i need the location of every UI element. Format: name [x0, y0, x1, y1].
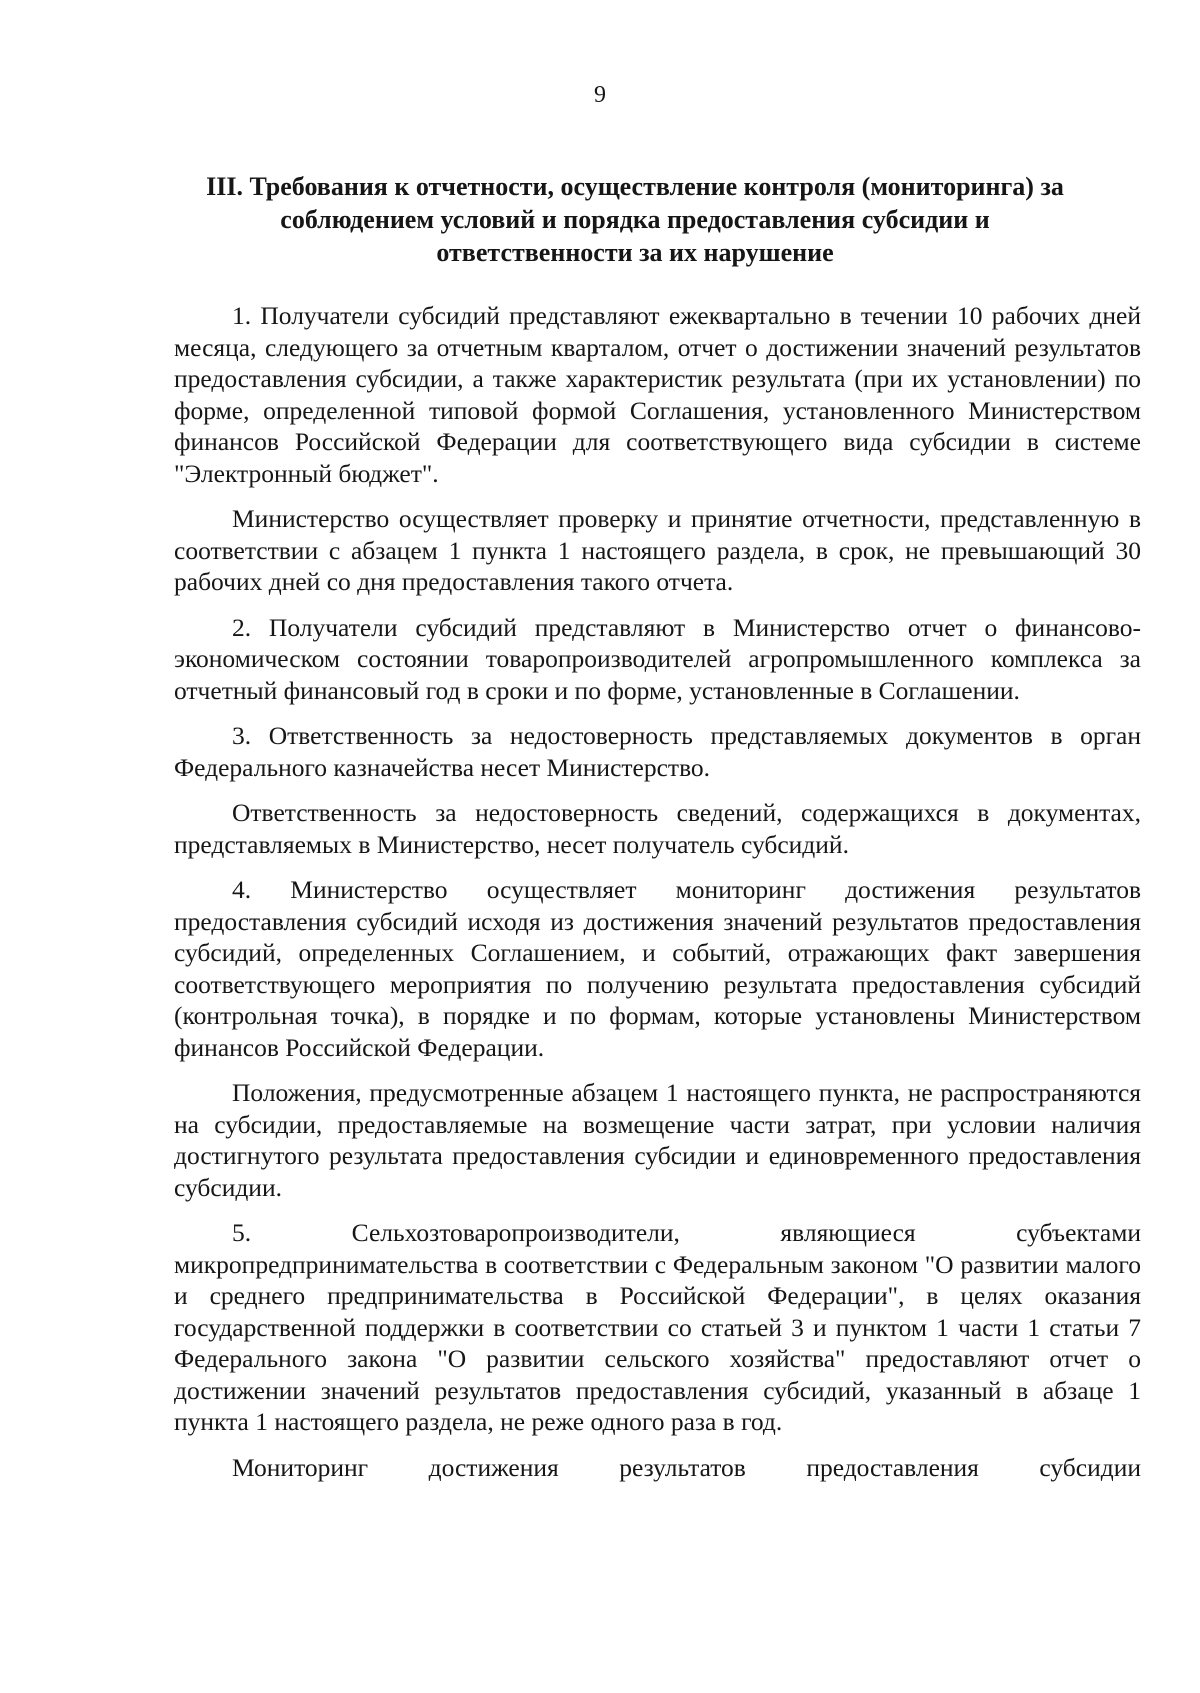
paragraph-4: 3. Ответственность за недостоверность представляемых документов в орган Федерального казначейства несет Министерство. [174, 721, 1141, 782]
paragraph-2: Министерство осуществляет проверку и принятие отчетности, представленную в соответствии с абзацем 1 пункта 1 настоящего раздела, в срок, не превышающий 30 рабочих дней со дня предоставления такого отчета. [174, 504, 1141, 596]
page-number: 9 [594, 82, 606, 108]
paragraph-7: Положения, предусмотренные абзацем 1 настоящего пункта, не распространяются на субсидии, предоставляемые на возмещение части затрат, при условии наличия достигнутого результата предоставления субсидии и единовременного предоставления субсидии. [174, 1078, 1141, 1202]
paragraph-3: 2. Получатели субсидий представляют в Министерство отчет о финансово-экономическом состоянии товаропроизводителей агропромышленного комплекса за отчетный финансовый год в сроки и по форме, установленные в Соглашении. [174, 612, 1141, 705]
paragraph-5: Ответственность за недостоверность сведений, содержащихся в документах, представляемых в Министерство, несет получатель субсидий. [174, 798, 1141, 859]
section-title: III. Требования к отчетности, осуществление контроля (мониторинга) за соблюдением условий и порядка предоставления субсидии и ответственности за их нарушение [206, 172, 1064, 267]
paragraph-9: Мониторинг достижения результатов предоставления субсидии [232, 1452, 1141, 1482]
paragraph-8: 5. Сельхозтоваропроизводители, являющиеся субъектами микропредпринимательства в соответствии с Федеральным законом "О развитии малого и среднего предпринимательства в Российской Федерации", в целях оказания государственной поддержки в соответствии со статьей 3 и пунктом 1 части 1 статьи 7 Федерального закона "О развитии сельского хозяйства" предоставляют отчет о достижении значений результатов предоставления субсидий, указанный в абзаце 1 пункта 1 настоящего раздела, не реже одного раза в год. [174, 1218, 1141, 1436]
paragraph-1: 1. Получатели субсидий представляют ежеквартально в течении 10 рабочих дней месяца, следующего за отчетным кварталом, отчет о достижении значений результатов предоставления субсидии, а также характеристик результата (при их установлении) по форме, определенной типовой формой Соглашения, установленного Министерством финансов Российской Федерации для соответствующего вида субсидии в системе "Электронный бюджет". [174, 301, 1141, 488]
document-body [174, 300, 1141, 1497]
paragraph-6: 4. Министерство осуществляет мониторинг достижения результатов предоставления субсидий исходя из достижения значений результатов предоставления субсидий, определенных Соглашением, и событий, отражающих факт завершения соответствующего мероприятия по получению результата предоставления субсидий (контрольная точка), в порядке и по формам, которые установлены Министерством финансов Российской Федерации. [174, 875, 1141, 1062]
